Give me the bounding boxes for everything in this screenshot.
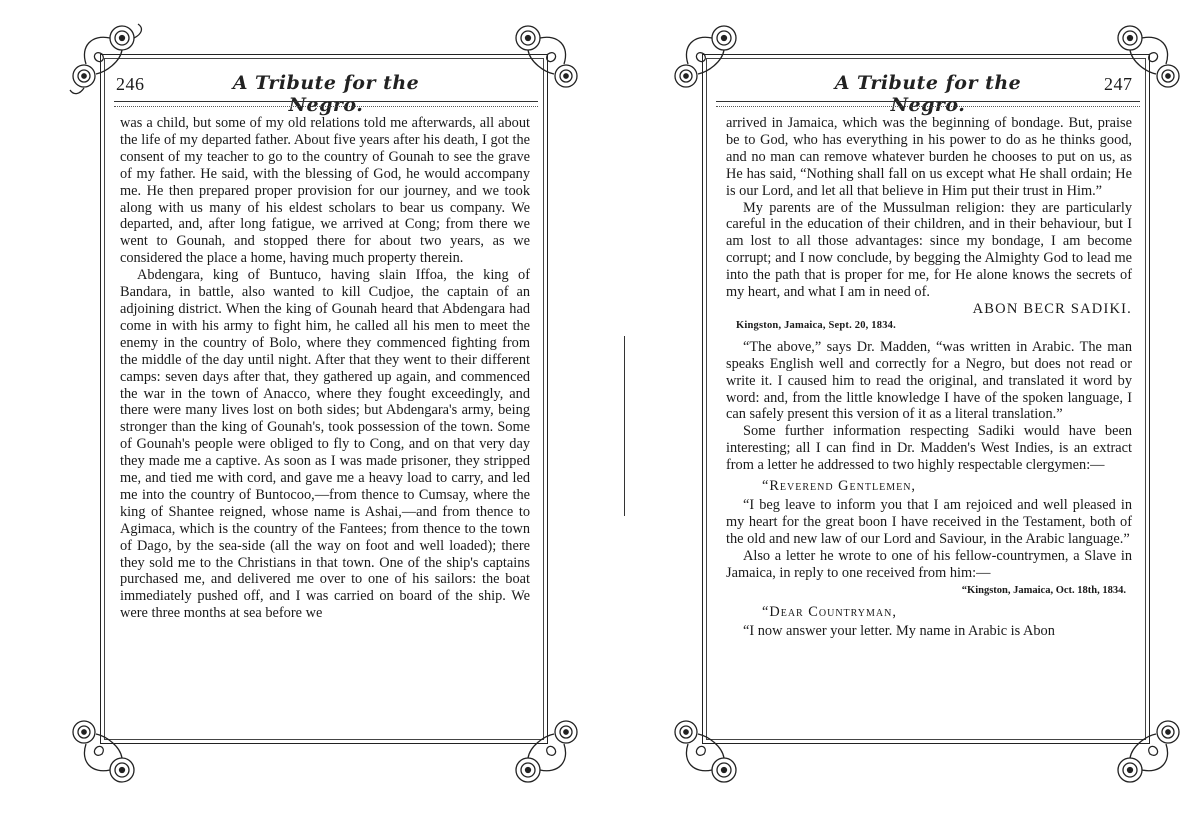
paragraph: Also a letter he wrote to one of his fellow-countrymen, a Slave in Jamaica, in reply to one received from him:— — [726, 547, 1132, 581]
right-page — [600, 0, 1200, 816]
body-text — [120, 115, 530, 622]
running-title: A Tribute for the Negro. — [232, 72, 420, 116]
paragraph: “I now answer your letter. My name in Arabic is Abon — [743, 623, 1055, 640]
dateline: Kingston, Jamaica, Sept. 20, 1834. — [736, 319, 896, 331]
corner-ornament-bottom-right — [506, 712, 588, 794]
running-title: A Tribute for the Negro. — [834, 72, 1022, 116]
paragraph: My parents are of the Mussulman religion: they are particularly careful in the education of their children, and in their behaviour, but I am lost to all those advantages: since my bondage, I am become corrupt; and I now conclude, by begging the Almighty God to lead me into the path that is proper for me, for He alone knows the secrets of my heart, and what I am in need of. — [726, 199, 1132, 301]
corner-ornament-bottom-right — [1108, 712, 1190, 794]
body-text — [726, 115, 1132, 640]
header-rule — [716, 101, 1140, 107]
dateline: “Kingston, Jamaica, Oct. 18th, 1834. — [961, 585, 1126, 597]
page-number: 246 — [116, 74, 145, 94]
signature: ABON BECR SADIKI. — [972, 300, 1132, 317]
corner-ornament-bottom-left — [62, 712, 144, 794]
paragraph: arrived in Jamaica, which was the beginning of bondage. But, praise be to God, who has everything in his power to do as he thinks good, and no man can remove whatever burden he chooses to put on us, as He has said, “Nothing shall fall on us except what He shall ordain; He is our Lord, and let all that believe in Him put their trust in Him.” — [726, 115, 1132, 199]
salutation: “Reverend Gentlemen, — [762, 478, 917, 495]
paragraph: was a child, but some of my old relations told me afterwards, all about the life of my departed father. About five years after his death, I got the consent of my teacher to go to the country of Gounah to see the grave of my father. He said, with the blessing of God, he would accompany me. He then prepared proper provision for our journey, and we took along with us many of his eldest scholars to bear us company. We departed, and, after long fatigue, we arrived at Cong; from there we went to Gounah, and stopped there for about two years, as we considered the place a home, having much property therein. — [120, 115, 530, 267]
corner-ornament-bottom-left — [664, 712, 746, 794]
paragraph: “I beg leave to inform you that I am rejoiced and well pleased in my heart for the great boon I have received in the Testament, both of the old and new law of our Lord and Saviour, in the Arabic language.” — [726, 496, 1132, 547]
paragraph: “The above,” says Dr. Madden, “was written in Arabic. The man speaks English well and correctly for a Negro, but does not read or write it. I caused him to read the original, and translated it word by word: and, from the little knowledge I have of the spoken language, I can safely present this version of it as a literal translation.” — [726, 338, 1132, 423]
paragraph: Abdengara, king of Buntuco, having slain Iffoa, the king of Bandara, in battle, also wanted to kill Cudjoe, the captain of an adjoining district. When the king of Gounah heard that Abdengara had come in with his army to fight him, he called all his men to meet the enemy in the country of Bolo, where they commenced fighting from the middle of the day until night. After that they went to their different camps: seven days after that, they gathered up again, and commenced the war in the town of Anacco, where they fought exceedingly, and there were many lives lost on both sides; but Abdengara's army, being stronger than the king of Gounah's, took possession of the town. Some of Gounah's people were obliged to fly to Cong, and on that very day they made me a captive. As soon as I was made prisoner, they stripped me, and tied me with cord, and gave me a heavy load to carry, and led me into the country of Buntocoo,—from thence to Cumsay, where the king of Shantee reigned, whose name is Ashai,—and from thence to Agimaca, which is the country of the Fantees; from thence to the town of Dago, by the sea-side (all the way on foot and well loaded); there they sold me to the Christians in that town. One of the ship's captains purchased me, and delivered me over to one of his sailors: the boat immediately pushed off, and I was carried on board of the ship. We were three months at sea before we — [120, 267, 530, 622]
paragraph: Some further information respecting Sadiki would have been interesting; all I can find in Dr. Madden's West Indies, is an extract from a letter he addressed to two highly respectable clergymen:— — [726, 423, 1132, 474]
page-number: 247 — [1104, 74, 1133, 94]
header-rule — [114, 101, 538, 107]
running-head — [0, 72, 600, 116]
salutation: “Dear Countryman, — [762, 604, 897, 621]
running-head — [600, 72, 1200, 116]
